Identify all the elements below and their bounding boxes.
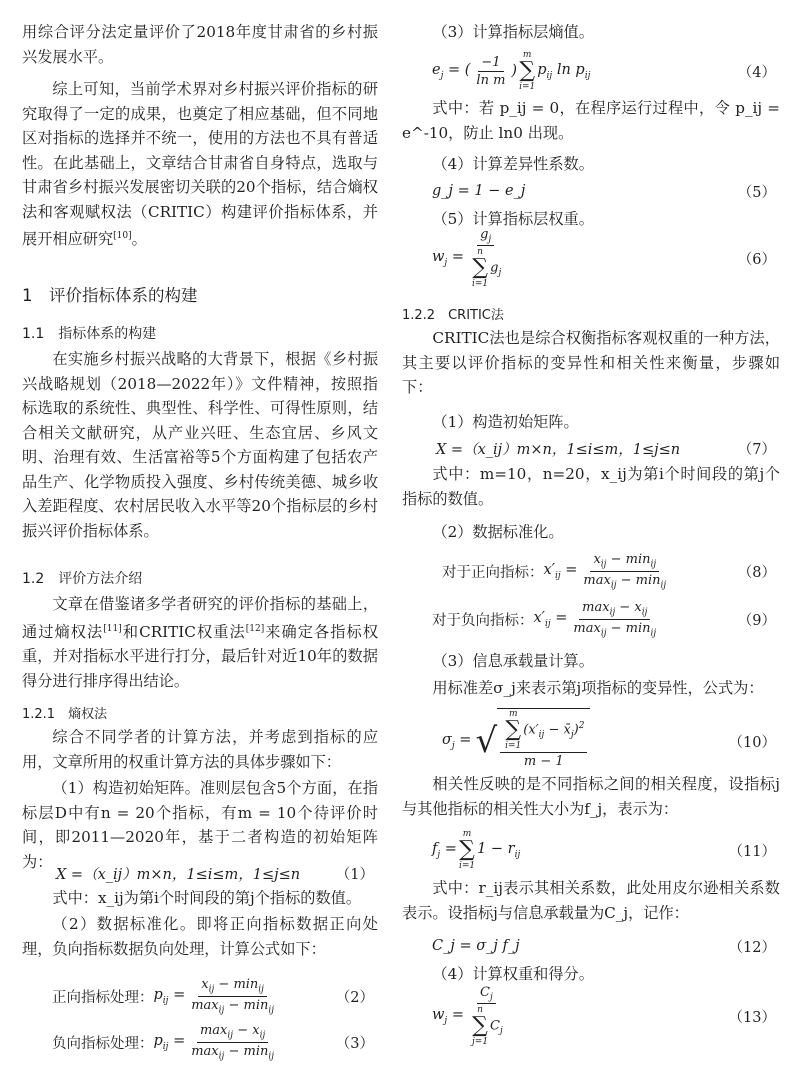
paragraph-std-def: 用标准差σ_j来表示第j项指标的变异性，公式为： bbox=[432, 679, 764, 697]
paragraph-methods: 文章在借鉴诸多学者研究的评价指标的基础上，通过熵权法[11]和CRITIC权重法[12]来确定各指标权重，并对指标水平进行打分，最后针对近10年的数据得分进行排序得出结论。 bbox=[22, 595, 379, 690]
paragraph-entropy-intro: 综合不同学者的计算方法，并考虑到指标的应用，文章所用的权重计算方法的具体步骤如下： bbox=[22, 728, 378, 771]
equation-2: 正向指标处理： $p_{ij}$ = $\frac{x_{ij} - \min_{ij}}{\max_{ij} - \min_{ij}}$ （2） bbox=[52, 976, 374, 1016]
section-heading-1: 1 评价指标体系的构建 bbox=[22, 286, 198, 305]
citation-11: [11] bbox=[103, 623, 122, 634]
equation-5: g_j = 1 − e_j （5） bbox=[432, 183, 776, 201]
paragraph-correlation-def: 相关性反映的是不同指标之间的相关程度，设指标j与其他指标的相关性大小为f_j，表示为： bbox=[402, 775, 780, 818]
equation-1: X =（x_ij）m×n，1≤i≤m，1≤j≤n （1） bbox=[56, 866, 374, 883]
equation-9: 对于负向指标： $x'_{ij}$ = $\frac{\max_{ij} - x_{ij}}{\max_{ij} - \min_{ij}}$ （9） bbox=[432, 599, 776, 639]
step3-entropy-title: （3）计算指标层熵值。 bbox=[432, 23, 594, 41]
step4-diff-title: （4）计算差异性系数。 bbox=[432, 155, 594, 173]
critic-step1-title: （1）构造初始矩阵。 bbox=[432, 413, 579, 431]
paragraph-critic-intro: CRITIC法也是综合权衡指标客观权重的一种方法，其主要以评价指标的变异性和相关性来衡量，步骤如下： bbox=[402, 329, 780, 396]
paragraph-indicator-system: 在实施乡村振兴战略的大背景下，根据《乡村振兴战略规划（2018—2022年）》文件精神，按照指标选取的系统性、典型性、科学性、可得性原则，结合相关文献研究，从产业兴旺、生态宜居、乡风文明、治理有效、生活富裕等5个方面构建了包括农产品生产、化学物质投入强度、乡村传统美德、城乡收入差距程度、农村居民收入水平等20个指标层的乡村振兴评价指标体系。 bbox=[22, 350, 378, 540]
paragraph-mn-def: 式中：m=10，n=20，x_ij为第i个时间段的第j个指标的数值。 bbox=[402, 465, 780, 508]
paragraph-xij-def: 式中：x_ij为第i个时间段的第j个指标的数值。 bbox=[52, 889, 362, 907]
equation-7: X =（x_ij）m×n，1≤i≤m，1≤j≤n （7） bbox=[436, 441, 776, 458]
equation-12: C_j = σ_j f_j （12） bbox=[432, 938, 776, 956]
citation-12: [12] bbox=[245, 623, 265, 634]
equation-6: $w_j$ = $g_j$ n ∑ i=1 $g_j$ （6） bbox=[432, 226, 776, 290]
paragraph-summary: 综上可知，当前学术界对乡村振兴评价指标的研究取得了一定的成果，也奠定了相应基础，但不同地区对指标的选择并不统一，使用的方法也不具有普适性。在此基础上，文章结合甘肃省自身特点，选取与甘肃省乡村振兴发展密切关联的20个指标，结合熵权法和客观赋权法（CRITIC）构建评价指标体系，并展开相应研究[10]。 bbox=[22, 80, 378, 249]
paragraph-pearson-def: 式中：r_ij表示其相关系数，此处用皮尔逊相关系数表示。设指标j与信息承载量为C_j，记作： bbox=[402, 879, 780, 922]
paragraph-zero-handling: 式中：若 p_ij = 0，在程序运行过程中，令 p_ij = e^-10，防止 ln0 出现。 bbox=[402, 99, 780, 142]
paragraph-step2-normalize: （2）数据标准化。即将正向指标数据正向处理，负向指标数据负向处理，计算公式如下： bbox=[22, 915, 378, 958]
paragraph-step1-matrix: （1）构造初始矩阵。准则层包含5个方面，在指标层D中有n = 20个指标，有m = 10个待评价时间，即2011—2020年，基于二者构造的初始矩阵为： bbox=[22, 779, 378, 871]
critic-step2-title: （2）数据标准化。 bbox=[432, 523, 564, 541]
equation-4: $e_j$ = ( $\frac{-1}{\text{ln m}}$ ) m ∑ i=1 $p_{ij}$ $\ln p_{ij}$ （4） bbox=[432, 50, 776, 92]
citation-10: [10] bbox=[113, 231, 132, 241]
section-heading-1-2-1: 1.2.1 熵权法 bbox=[22, 707, 108, 722]
section-heading-1-2-2: 1.2.2 CRITIC法 bbox=[402, 308, 504, 323]
critic-step4-title: （4）计算权重和得分。 bbox=[432, 965, 594, 983]
section-heading-1-2: 1.2 评价方法介绍 bbox=[22, 571, 143, 587]
equation-10: $\sigma_j$ = √ m ∑ i=1 ($x'_{ij}$ − $x̄_j)^2$ m − 1 （10） bbox=[442, 708, 776, 769]
equation-8: 对于正向指标： $x'_{ij}$ = $\frac{x_{ij} - \min_{ij}}{\max_{ij} - \min_{ij}}$ （8） bbox=[442, 551, 776, 591]
equation-11: $f_j$ = m ∑ i=1 $1 - r_{ij}$ （11） bbox=[432, 829, 776, 871]
section-heading-1-1: 1.1 指标体系的构建 bbox=[22, 326, 157, 342]
equation-3: 负向指标处理： $p_{ij}$ = $\frac{\max_{ij} - x_{ij}}{\max_{ij} - \min_{ij}}$ （3） bbox=[52, 1022, 374, 1062]
paragraph-intro-end: 用综合评分法定量评价了2018年度甘肃省的乡村振兴发展水平。 bbox=[22, 23, 378, 66]
critic-step3-title: （3）信息承载量计算。 bbox=[432, 652, 594, 670]
step5-weight-title: （5）计算指标层权重。 bbox=[432, 210, 594, 228]
equation-13: $w_j$ = $C_j$ n ∑ j=1 $C_j$ （13） bbox=[432, 984, 776, 1048]
